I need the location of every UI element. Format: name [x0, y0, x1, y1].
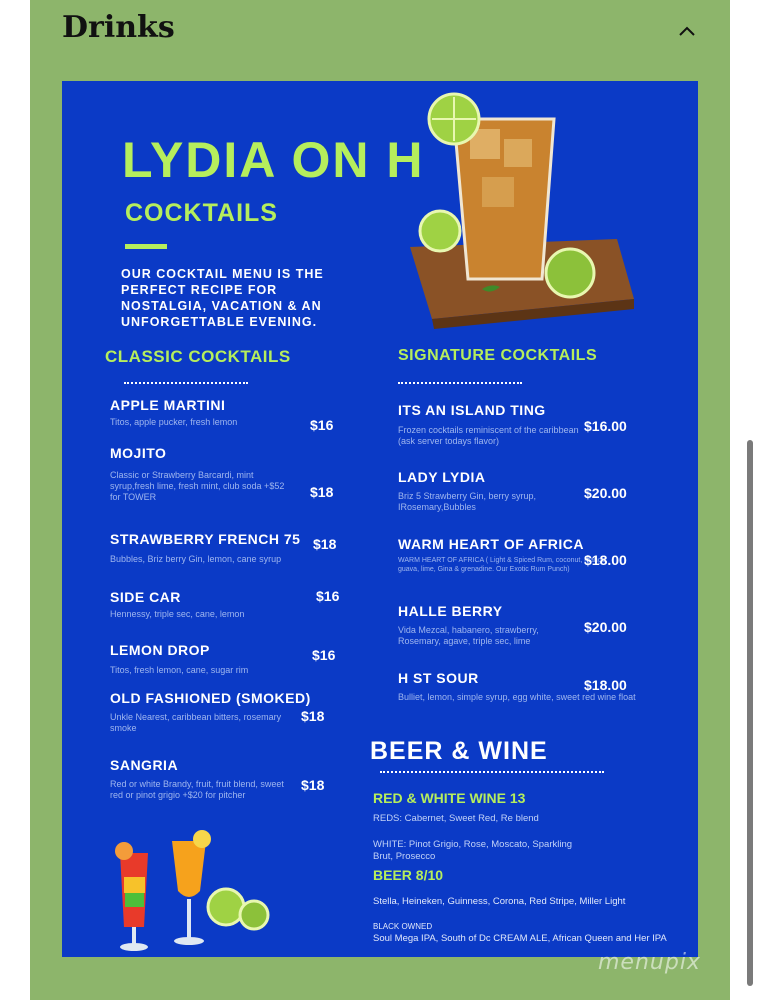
- item-price: $16.00: [584, 418, 627, 434]
- signature-divider: [398, 382, 522, 384]
- beer-title: BEER 8/10: [373, 867, 444, 883]
- list-item: SANGRIA Red or white Brandy, fruit, fruit blend, sweet red or pinot grigio +$20 for pitcher: [110, 757, 284, 800]
- signature-heading: SIGNATURE COCKTAILS: [398, 347, 598, 364]
- list-item: APPLE MARTINI Titos, apple pucker, fresh lemon: [110, 397, 238, 427]
- watermark: menupix: [598, 950, 701, 975]
- black-owned-list: Soul Mega IPA, South of Dc CREAM ALE, African Queen and Her IPA: [373, 933, 667, 944]
- menu-intro: OUR COCKTAIL MENU IS THE PERFECT RECIPE FOR NOSTALGIA, VACATION & AN UNFORGETTABLE EVENING.: [121, 267, 324, 329]
- item-price: $18: [313, 536, 337, 552]
- scroll-thumb[interactable]: [747, 440, 753, 986]
- list-item: LEMON DROP Titos, fresh lemon, cane, sugar rim: [110, 642, 249, 675]
- menu-subtitle: COCKTAILS: [125, 199, 278, 227]
- item-price: $18: [301, 777, 325, 793]
- item-price: $16: [310, 417, 334, 433]
- item-price: $18: [301, 708, 325, 724]
- black-owned-label: BLACK OWNED: [373, 922, 433, 931]
- beer-wine-heading: BEER & WINE: [370, 737, 548, 765]
- list-item: STRAWBERRY FRENCH 75 Bubbles, Briz berry Gin, lemon, cane syrup: [110, 531, 301, 564]
- iced-tea-glass-illustration: [392, 89, 642, 329]
- item-price: $18: [310, 484, 334, 500]
- accent-bar: [125, 244, 167, 249]
- list-item: H ST SOUR Bulliet, lemon, simple syrup, egg white, sweet red wine float: [398, 670, 636, 702]
- beer-list: Stella, Heineken, Guinness, Corona, Red Stripe, Miller Light: [373, 896, 626, 907]
- classic-divider: [124, 382, 248, 384]
- scrollbar[interactable]: [747, 440, 754, 1000]
- list-item: HALLE BERRY Vida Mezcal, habanero, strawberry, Rosemary, agave, triple sec, lime: [398, 603, 539, 646]
- section-title: Drinks: [62, 10, 175, 45]
- wine-title: RED & WHITE WINE 13: [373, 790, 526, 806]
- chevron-up-icon[interactable]: [676, 20, 698, 42]
- item-price: $18.00: [584, 677, 627, 693]
- list-item: OLD FASHIONED (SMOKED) Unkle Nearest, caribbean bitters, rosemary smoke: [110, 690, 311, 733]
- reds-list: REDS: Cabernet, Sweet Red, Re blend: [373, 813, 539, 824]
- brand-title: LYDIA ON H: [122, 132, 425, 188]
- item-price: $16: [312, 647, 336, 663]
- tropical-drinks-illustration: [102, 807, 292, 957]
- item-price: $18.00: [584, 552, 627, 568]
- list-item: WARM HEART OF AFRICA WARM HEART OF AFRICA ( Light & Spiced Rum, coconut, mango, guava, lime, Gina & grenadine. Our Exotic Rum Punch): [398, 536, 608, 573]
- item-price: $20.00: [584, 619, 627, 635]
- item-price: $16: [316, 588, 340, 604]
- menu-image: [62, 81, 698, 957]
- list-item: MOJITO Classic or Strawberry Barcardi, mint syrup,fresh lime, fresh mint, club soda +$52 for TOWER: [110, 445, 285, 502]
- list-item: ITS AN ISLAND TING Frozen cocktails reminiscent of the caribbean (ask server todays flavor): [398, 402, 579, 446]
- list-item: LADY LYDIA Briz 5 Strawberry Gin, berry syrup, IRosemary,Bubbles: [398, 469, 537, 512]
- list-item: SIDE CAR Hennessy, triple sec, cane, lemon: [110, 589, 245, 619]
- whites-list: WHITE: Pinot Grigio, Rose, Moscato, Sparkling Brut, Prosecco: [373, 839, 573, 862]
- beer-wine-divider: [380, 771, 604, 773]
- item-price: $20.00: [584, 485, 627, 501]
- classic-heading: CLASSIC COCKTAILS: [105, 347, 291, 366]
